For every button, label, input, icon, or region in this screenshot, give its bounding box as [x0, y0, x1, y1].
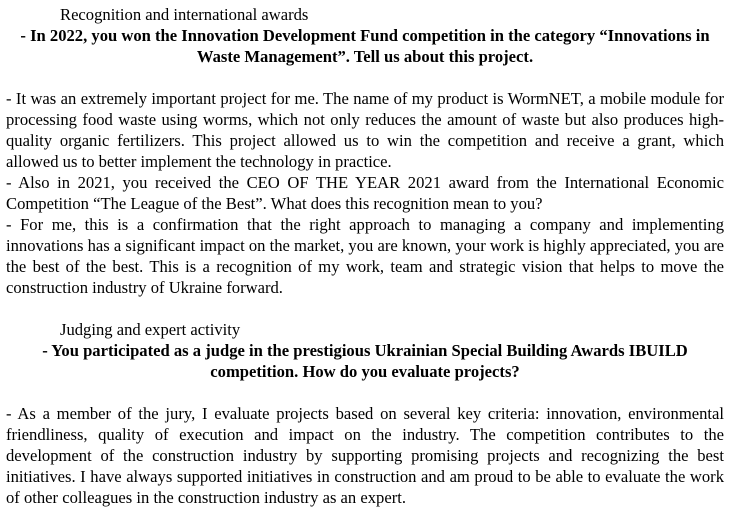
paragraph-spacer: [6, 67, 724, 88]
section-title-awards: Recognition and international awards: [60, 5, 309, 24]
question-waste-management: - In 2022, you won the Innovation Development Fund competition in the category “Innovations in Waste Management”. Tell us about this project.: [20, 26, 710, 66]
paragraph-spacer: [6, 382, 724, 403]
answer-ceo-award: - For me, this is a confirmation that the right approach to managing a company and implementing innovations has a significant impact on the market, you are known, your work is highly appreciated, you are the best of the best. This is a recognition of my work, team and strategic vision that helps to move the construction industry of Ukraine forward.: [6, 215, 724, 297]
paragraph-spacer: [6, 298, 724, 319]
answer-jury-criteria: - As a member of the jury, I evaluate projects based on several key criteria: innovation, environmental friendliness, quality of execution and impact on the industry. The competition contributes to the development of the construction industry by supporting promising projects and recognizing the best initiatives. I have always supported initiatives in construction and am proud to be able to evaluate the work of other colleagues in the construction industry as an expert.: [6, 404, 724, 507]
answer-wormnet: - It was an extremely important project for me. The name of my product is WormNET, a mobile module for processing food waste using worms, which not only reduces the amount of waste but also produces high-quality organic fertilizers. This project allowed us to win the competition and receive a grant, which allowed us to better implement the technology in practice.: [6, 89, 724, 171]
document-body: [6, 4, 724, 508]
question-ibuild-judge: - You participated as a judge in the prestigious Ukrainian Special Building Awards IBUILD competition. How do you evaluate projects?: [42, 341, 688, 381]
section-title-judging: Judging and expert activity: [60, 320, 241, 339]
question-ceo-award: - Also in 2021, you received the CEO OF THE YEAR 2021 award from the International Economic Competition “The League of the Best”. What does this recognition mean to you?: [6, 173, 724, 213]
